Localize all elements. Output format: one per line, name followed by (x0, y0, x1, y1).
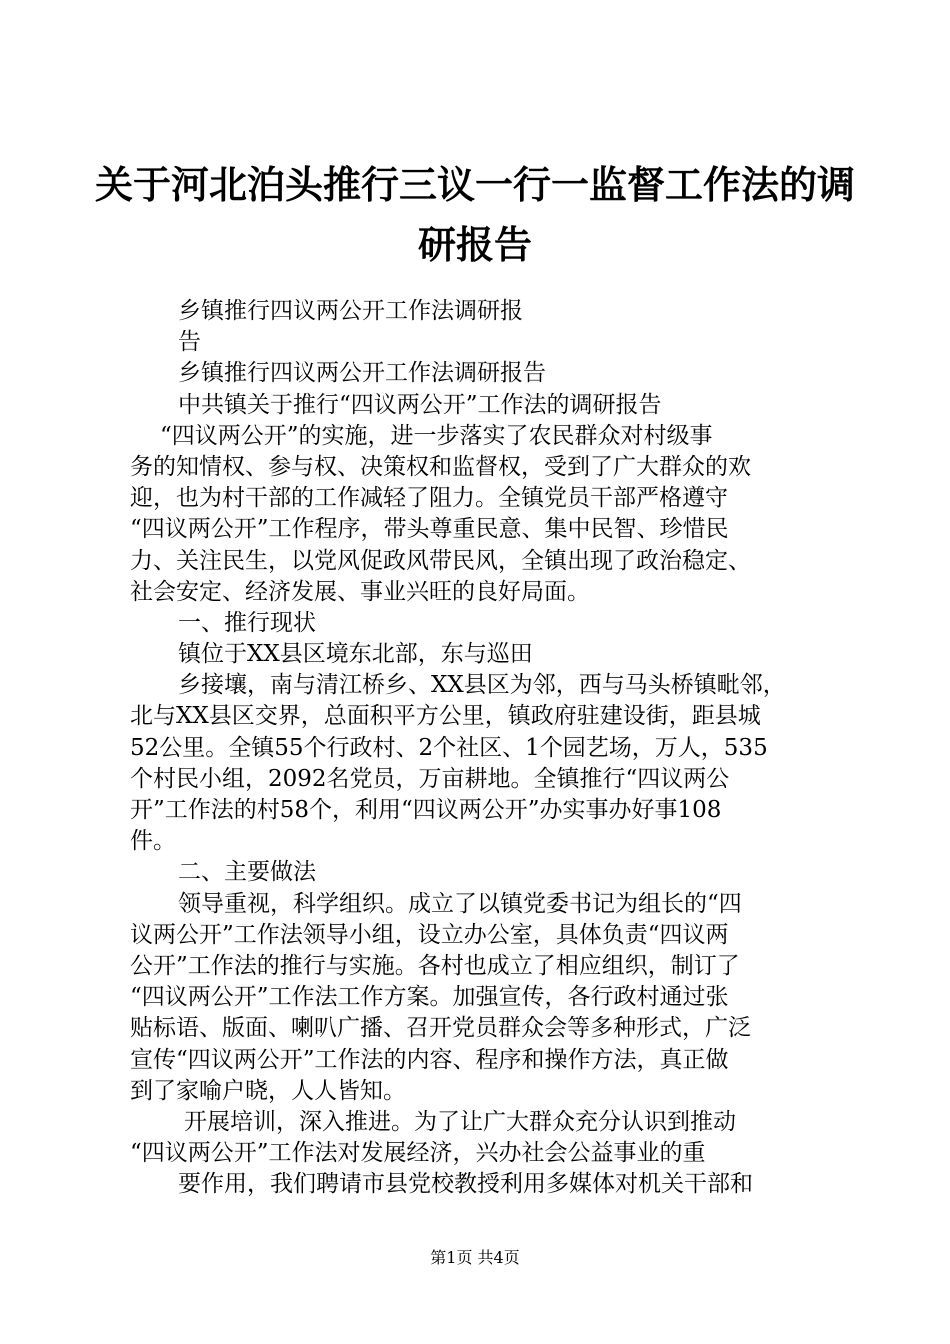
body-line: 贴标语、版面、喇叭广播、召开党员群众会等多种形式，广泛 (130, 1015, 751, 1042)
body-line: 议两公开”工作法领导小组，设立办公室，具体负责“四议两 (130, 921, 729, 948)
body-line: 领导重视，科学组织。成立了以镇党委书记为组长的“四 (178, 890, 742, 917)
body-line: 告 (178, 329, 201, 356)
body-line: 镇位于XX县区境东北部，东与巡田 (178, 641, 533, 668)
document-title-line-2: 研报告 (417, 223, 532, 267)
body-line: 力、关注民生，以党风促政风带民风，全镇出现了政治稳定、 (130, 547, 751, 574)
body-line: “四议两公开”工作法工作方案。加强宣传，各行政村通过张 (130, 984, 729, 1011)
body-line: 务的知情权、参与权、决策权和监督权，受到了广大群众的欢 (130, 453, 751, 480)
body-line: 开”工作法的村58个，利用“四议两公开”办实事办好事108 (130, 797, 722, 823)
body-line: 北与XX县区交界，总面积平方公里，镇政府驻建设街，距县城 (130, 703, 761, 730)
section-heading: 一、推行现状 (178, 609, 316, 636)
section-heading: 二、主要做法 (178, 859, 316, 886)
body-line: 要作用，我们聘请市县党校教授利用多媒体对机关干部和 (178, 1171, 753, 1198)
body-line: 社会安定、经济发展、事业兴旺的良好局面。 (130, 578, 590, 605)
body-line: 件。 (130, 828, 176, 855)
document-body (130, 296, 840, 1200)
body-line: 到了家喻户晓，人人皆知。 (130, 1077, 406, 1104)
body-line: “四议两公开”的实施，进一步落实了农民群众对村级事 (160, 422, 713, 449)
body-line: 中共镇关于推行“四议两公开”工作法的调研报告 (178, 391, 662, 418)
body-line: 公开”工作法的推行与实施。各村也成立了相应组织，制订了 (130, 952, 740, 979)
body-line: 宣传“四议两公开”工作法的内容、程序和操作方法，真正做 (130, 1046, 729, 1073)
page-footer: 第1页 共4页 (430, 1248, 520, 1267)
body-line: 开展培训，深入推进。为了让广大群众充分认识到推动 (184, 1108, 736, 1135)
body-line: 迎，也为村干部的工作减轻了阻力。全镇党员干部严格遵守 (130, 485, 728, 512)
body-line: 52公里。全镇55个行政村、2个社区、1个园艺场，万人，535 (130, 734, 768, 761)
body-line: “四议两公开”工作法对发展经济，兴办社会公益事业的重 (130, 1140, 706, 1167)
body-line: 个村民小组，2092名党员，万亩耕地。全镇推行“四议两公 (130, 765, 730, 792)
body-line: “四议两公开”工作程序，带头尊重民意、集中民智、珍惜民 (130, 516, 729, 543)
body-line: 乡镇推行四议两公开工作法调研报告 (178, 360, 546, 387)
body-line: 乡接壤，南与清江桥乡、XX县区为邻，西与马头桥镇毗邻， (178, 672, 786, 699)
document-title-line-1: 关于河北泊头推行三议一行一监督工作法的调 (94, 163, 855, 207)
body-line: 乡镇推行四议两公开工作法调研报 (178, 298, 523, 324)
